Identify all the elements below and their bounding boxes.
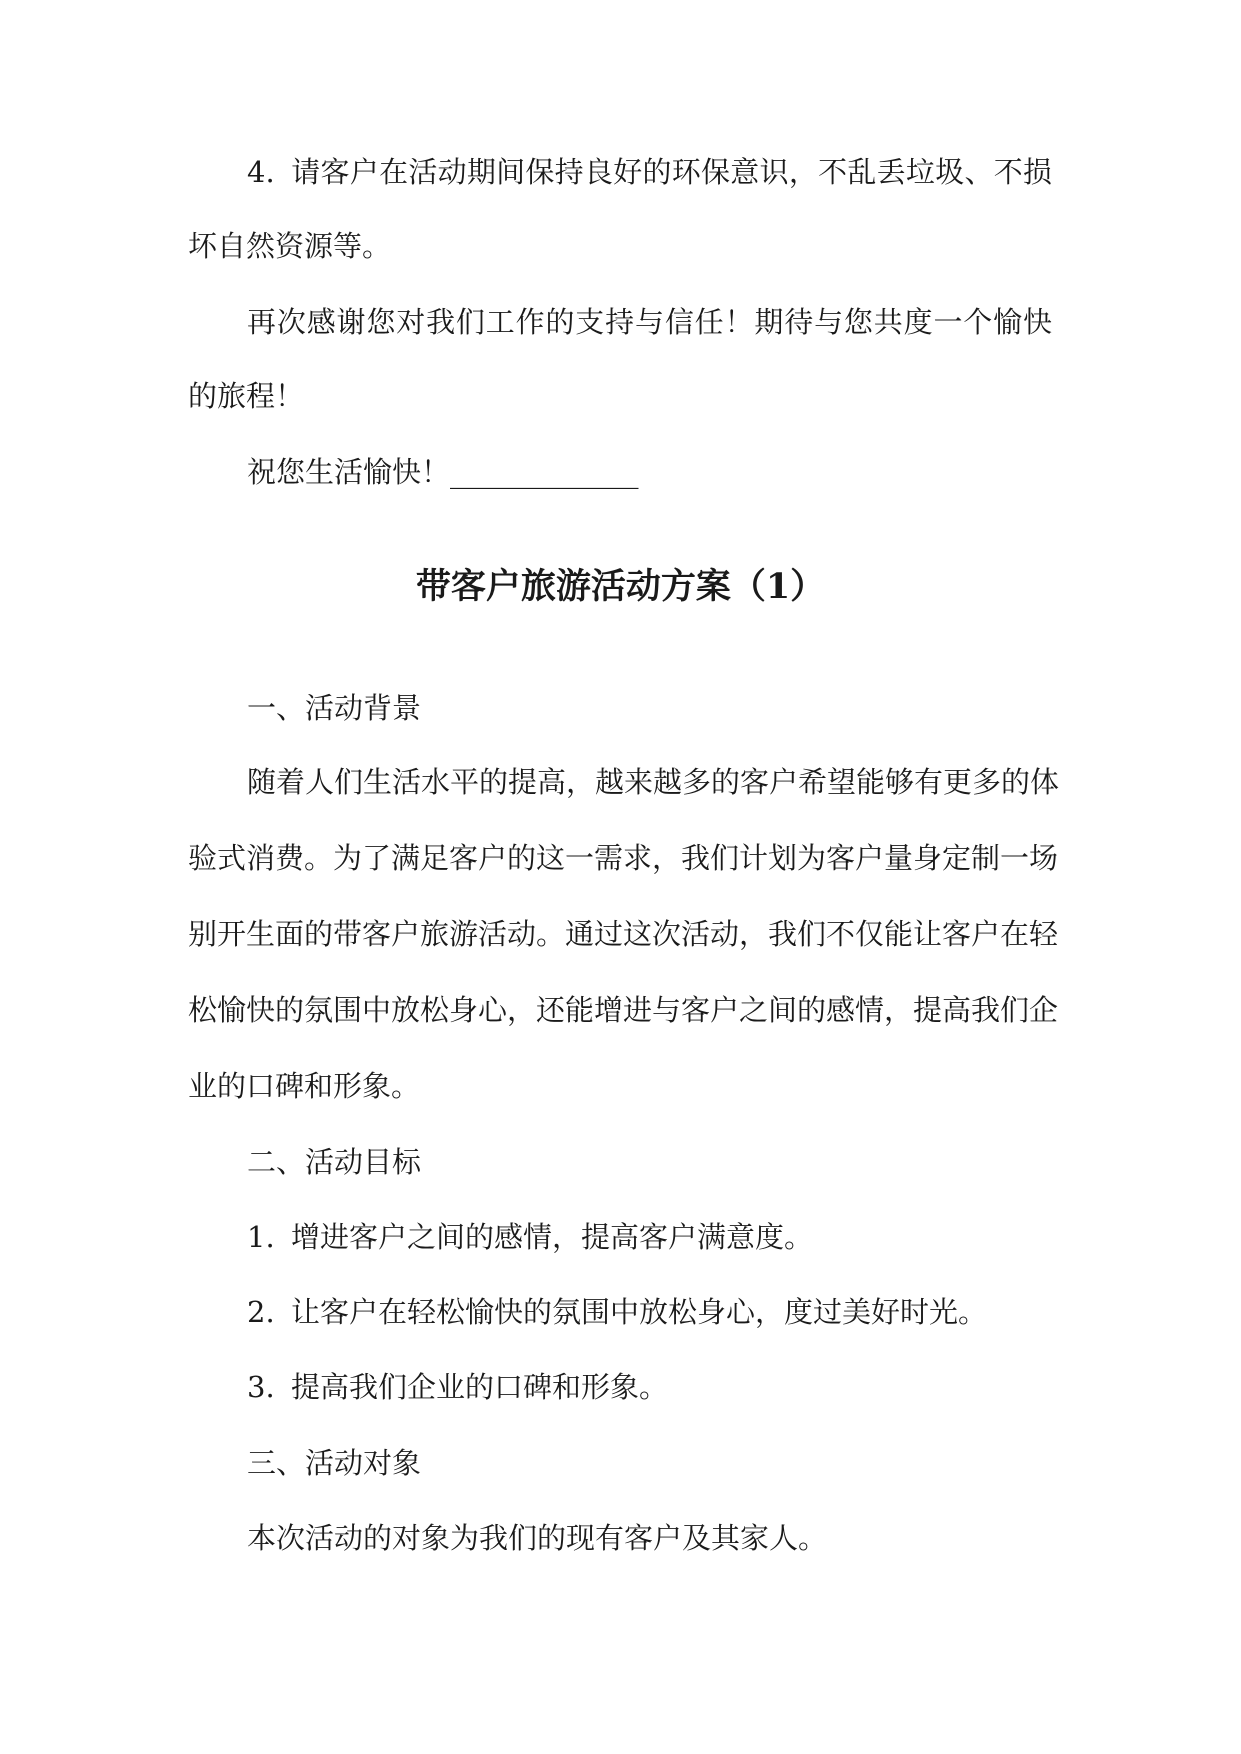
section-3-heading: 三、活动对象	[247, 1446, 422, 1480]
wish-line: 祝您生活愉快！_____________	[247, 455, 639, 489]
item-4-text: 请客户在活动期间保持良好的环保意识，不乱丢垃圾、不损	[291, 155, 1052, 189]
item-4-line-1	[247, 152, 1052, 192]
section-1-line-4: 松愉快的氛围中放松身心，还能增进与客户之间的感情，提高我们企	[188, 993, 1059, 1027]
section-1-heading: 一、活动背景	[247, 691, 422, 725]
goal-item-3-number: 3.	[247, 1370, 275, 1404]
section-3-text: 本次活动的对象为我们的现有客户及其家人。	[247, 1521, 828, 1555]
goal-item-1-text: 增进客户之间的感情，提高客户满意度。	[291, 1220, 814, 1254]
goal-item-3	[247, 1367, 668, 1407]
thanks-line-1: 再次感谢您对我们工作的支持与信任！期待与您共度一个愉快	[247, 305, 1052, 339]
section-1-line-1: 随着人们生活水平的提高，越来越多的客户希望能够有更多的体	[247, 765, 1060, 799]
section-1-line-3: 别开生面的带客户旅游活动。通过这次活动，我们不仅能让客户在轻	[188, 917, 1059, 951]
goal-item-2-number: 2.	[247, 1295, 275, 1329]
goal-item-1	[247, 1217, 813, 1257]
section-2-heading: 二、活动目标	[247, 1145, 422, 1179]
document-title: 带客户旅游活动方案（1）	[415, 566, 826, 607]
section-1-line-2: 验式消费。为了满足客户的这一需求，我们计划为客户量身定制一场	[188, 841, 1059, 875]
goal-item-2	[247, 1292, 987, 1332]
goal-item-3-text: 提高我们企业的口碑和形象。	[291, 1370, 669, 1404]
thanks-line-2: 的旅程！	[188, 379, 305, 413]
item-4-number: 4.	[247, 155, 275, 189]
goal-item-2-text: 让客户在轻松愉快的氛围中放松身心，度过美好时光。	[291, 1295, 988, 1329]
item-4-line-2: 坏自然资源等。	[188, 229, 392, 263]
section-1-line-5: 业的口碑和形象。	[188, 1069, 421, 1103]
goal-item-1-number: 1.	[247, 1220, 275, 1254]
